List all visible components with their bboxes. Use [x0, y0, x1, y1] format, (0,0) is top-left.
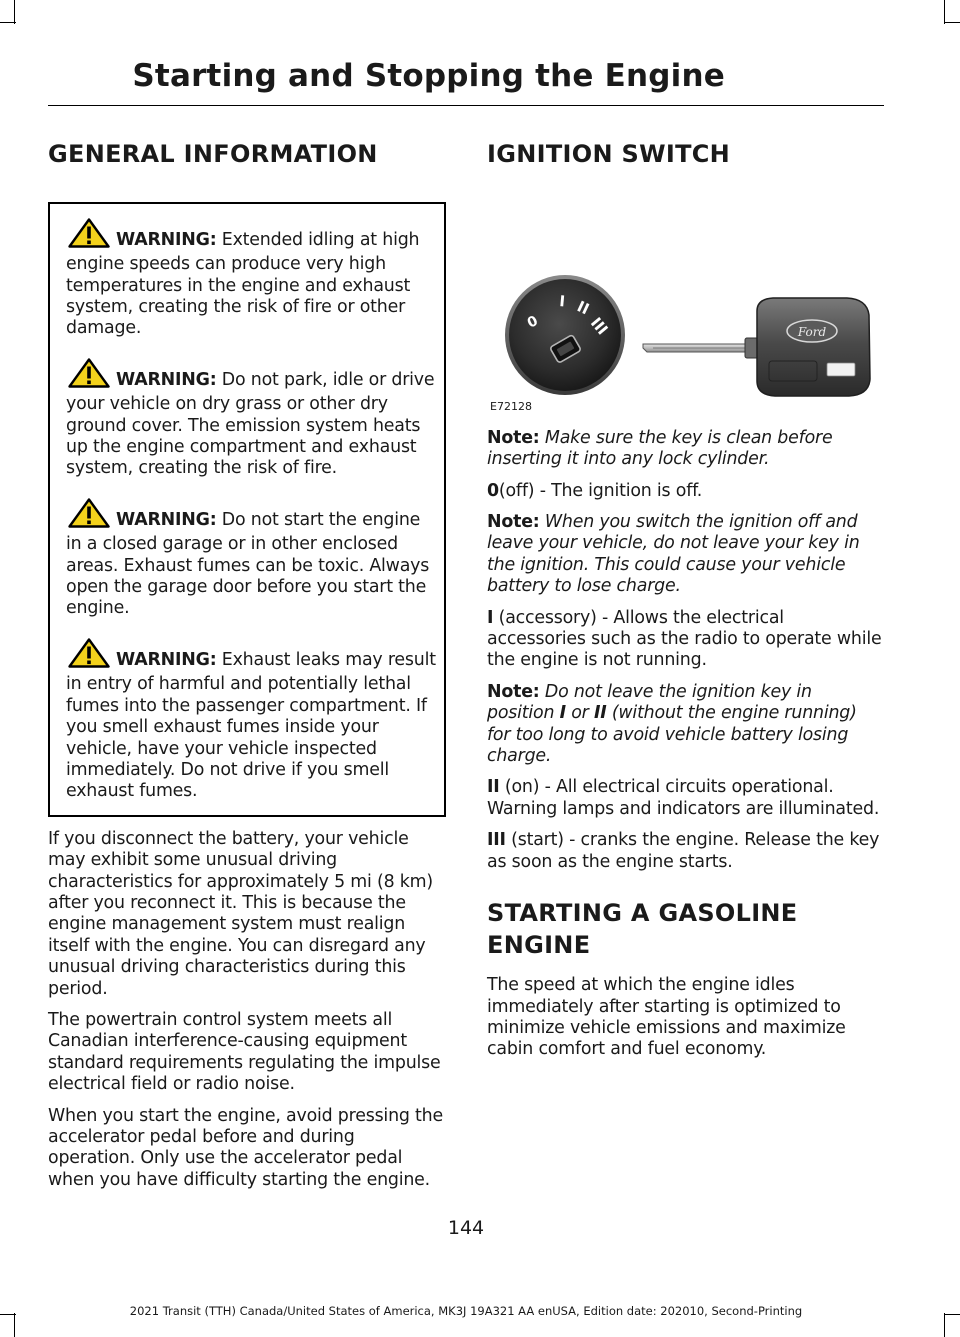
- position-I-paragraph: [487, 608, 883, 672]
- left-column: [48, 140, 446, 1201]
- warning-label: WARNING:: [116, 229, 217, 250]
- position-mark-0: 0: [524, 312, 541, 332]
- position-text: (start) - cranks the engine. Release the key as soon as the engine starts.: [487, 830, 880, 872]
- crop-mark: [944, 22, 960, 23]
- section-heading-starting-gasoline-engine: STARTING A GASOLINE ENGINE: [487, 899, 798, 960]
- warning-triangle-icon: [68, 358, 110, 394]
- note-paragraph: [487, 512, 883, 598]
- note-label: Note:: [487, 681, 540, 702]
- position-II-paragraph: [487, 777, 883, 820]
- right-column: [487, 140, 883, 1071]
- note-text: When you switch the ignition off and leave your vehicle, do not leave your key in the ignition. This could cause your vehicle battery to lose charge.: [487, 512, 860, 597]
- position-label: II: [487, 777, 500, 798]
- section-heading-general-information: GENERAL INFORMATION: [48, 140, 378, 168]
- warning-item: [66, 498, 436, 620]
- page-footer: 2021 Transit (TTH) Canada/United States of America, MK3J 19A321 AA enUSA, Edition date: 202010, Second-Printing: [129, 1304, 803, 1318]
- note-text: Make sure the key is clean before inserting it into any lock cylinder.: [487, 427, 833, 470]
- position-ref: I: [559, 703, 566, 724]
- position-ref: II: [593, 703, 607, 724]
- crop-mark: [944, 0, 945, 24]
- warning-triangle-icon: [68, 218, 110, 254]
- body-paragraph: If you disconnect the battery, your vehicle may exhibit some unusual driving characteristics for approximately 5 mi (8 km) after you reconnect it. This is because the engine management system must realign itself with the engine. You can disregard any unusual driving characteristics during this period.: [48, 828, 433, 999]
- key-head: [757, 298, 870, 396]
- warning-text: Exhaust leaks may result in entry of harmful and potentially lethal fumes into the passenger compartment. If you smell exhaust fumes inside your vehicle, have your vehicle inspected immediately. Do not drive if you smell exhaust fumes.: [66, 649, 436, 802]
- position-text: (accessory) - Allows the electrical accessories such as the radio to operate while the engine is not running.: [487, 607, 882, 671]
- note-label: Note:: [487, 427, 540, 448]
- note-label: Note:: [487, 512, 540, 533]
- position-0-paragraph: [487, 481, 883, 502]
- position-label: 0: [487, 480, 499, 501]
- crop-mark: [14, 0, 15, 24]
- warning-text: Do not park, idle or drive your vehicle on dry grass or other dry ground cover. The emission system heats up the engine compartment and exhaust system, creating the risk of fire.: [66, 369, 435, 479]
- page-header-title: Starting and Stopping the Engine: [132, 58, 725, 94]
- crop-mark: [0, 22, 16, 23]
- body-paragraph: The speed at which the engine idles immediately after starting is optimized to minimize vehicle emissions and maximize cabin comfort and fuel economy.: [487, 975, 846, 1060]
- warning-triangle-icon: [68, 638, 110, 674]
- figure-code: E72128: [490, 399, 532, 413]
- body-paragraph: When you start the engine, avoid pressing the accelerator pedal before and during operation. Only use the accelerator pedal when you have difficulty starting the engine.: [48, 1105, 443, 1190]
- position-mark-I: I: [558, 291, 566, 311]
- position-label: I: [487, 607, 494, 628]
- warning-item: [66, 358, 436, 480]
- body-paragraph: The powertrain control system meets all Canadian interference-causing equipment standard requirements regulating the impulse electrical field or radio noise.: [48, 1009, 441, 1095]
- warning-item: [66, 638, 436, 803]
- ignition-figure: [487, 183, 883, 413]
- position-III-paragraph: [487, 830, 883, 873]
- crop-mark: [944, 1314, 960, 1315]
- warning-label: WARNING:: [116, 509, 217, 530]
- note-paragraph: [487, 682, 883, 768]
- header-rule: [48, 105, 884, 106]
- position-mark-II: II: [574, 297, 593, 319]
- note-paragraph: [487, 428, 883, 471]
- position-text: (on) - All electrical circuits operational. Warning lamps and indicators are illuminated.: [487, 777, 880, 819]
- position-label: III: [487, 830, 506, 851]
- position-text: (off) - The ignition is off.: [498, 480, 703, 501]
- note-text: or: [565, 703, 594, 724]
- warning-box: [48, 202, 446, 817]
- ignition-illustration: [487, 183, 883, 413]
- warning-label: WARNING:: [116, 649, 217, 670]
- warning-text: Extended idling at high engine speeds can produce very high temperatures in the engine and exhaust system, creating the risk of fire or other damage.: [66, 229, 420, 339]
- section-heading-ignition-switch: IGNITION SWITCH: [487, 140, 731, 168]
- warning-text: Do not start the engine in a closed garage or in other enclosed areas. Exhaust fumes can be toxic. Always open the garage door before you start the engine.: [66, 509, 430, 619]
- position-mark-III: III: [586, 313, 612, 339]
- crop-mark: [944, 1313, 945, 1337]
- key-brand-label: Ford: [797, 324, 827, 339]
- key-blade: [643, 338, 761, 358]
- note-text: (without the engine running) for too long to avoid vehicle battery losing charge.: [487, 703, 857, 767]
- page-number: 144: [447, 1217, 485, 1239]
- note-text: Do not leave the ignition key in position: [487, 681, 812, 724]
- warning-label: WARNING:: [116, 369, 217, 390]
- warning-item: [66, 218, 436, 340]
- warning-triangle-icon: [68, 498, 110, 534]
